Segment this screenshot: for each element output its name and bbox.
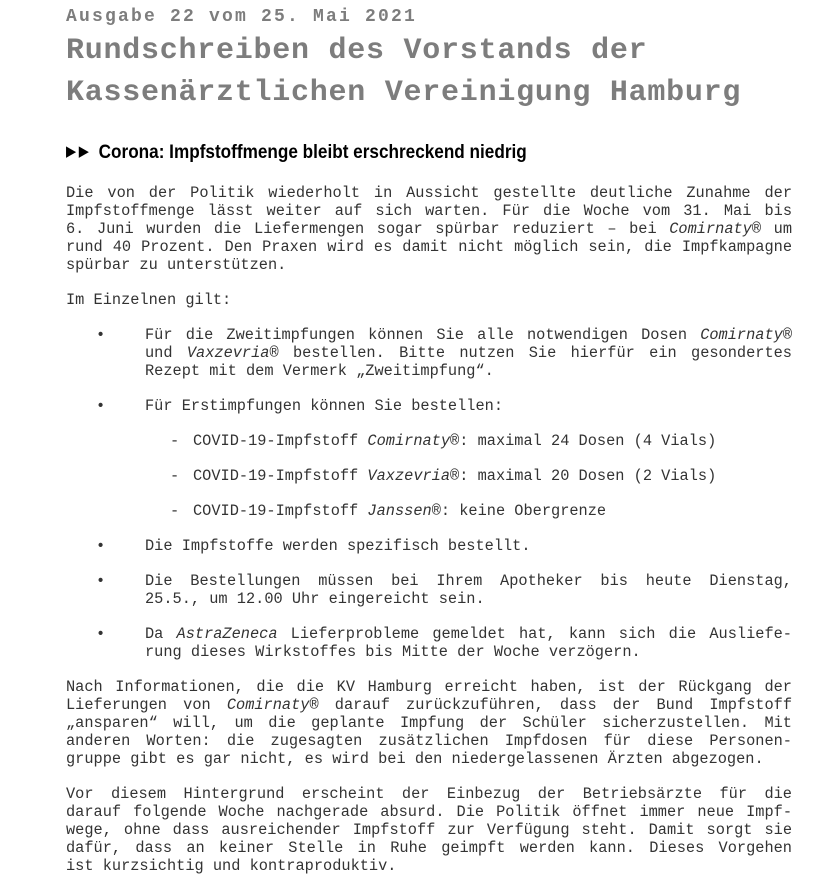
dash-item [66,502,792,520]
text-line: dafür, dass an keiner Stelle in Ruhe geimpft werden kann. Dieses Vorgehen [66,839,792,857]
title-line-1: Rundschreiben des Vorstands der [66,34,648,68]
bullet-icon: • [96,326,106,344]
list-intro-label [66,291,792,309]
section-heading [66,141,705,163]
text-line: COVID-19-Impfstoff Vaxzevria®: maximal 20 Dosen (2 Vials) [193,467,717,485]
bullet-item [66,625,792,661]
bullet-icon: • [96,572,106,590]
bullet-icon: • [96,625,106,643]
text-line: ist kurzsichtig und kontraproduktiv. [66,857,397,875]
text-line: „ansparen“ will, um die geplante Impfung der Schüler sicherzustellen. Mit [66,714,792,732]
newsletter-title [66,30,792,114]
arrow-right-icon: ▶ [66,143,77,160]
dash-icon: - [170,502,180,520]
text-line: Da AstraZeneca Lieferprobleme gemeldet hat, kann sich die Ausliefe- [145,625,792,643]
title-line-2: Kassenärztlichen Vereinigung Hamburg [66,76,742,110]
text-line: spürbar zu unterstützen. [66,256,287,274]
arrow-right-icon: ▶ [78,143,89,160]
text-line: Rezept mit dem Vermerk „Zweitimpfung“. [145,362,494,380]
dash-icon: - [170,432,180,450]
bullet-item [66,537,792,555]
text-line: COVID-19-Impfstoff Janssen®: keine Obergrenze [193,502,607,520]
text-line: rung dieses Wirkstoffes bis Mitte der Woche verzögern. [145,643,641,661]
bullet-icon: • [96,537,106,555]
text-line: Vor diesem Hintergrund erscheint der Einbezug der Betriebsärzte für die [66,785,792,803]
text-line: Für Erstimpfungen können Sie bestellen: [145,397,504,415]
dash-icon: - [170,467,180,485]
text-line: darauf folgende Woche nachgerade absurd. Die Politik öffnet immer neue Impf- [66,803,792,821]
article-body [66,184,792,875]
text-line: Die Impfstoffe werden spezifisch bestellt. [145,537,531,555]
text-line: Für die Zweitimpfungen können Sie alle notwendigen Dosen Comirnaty® [145,326,792,344]
bullet-item [66,572,792,608]
text-line: wege, ohne dass ausreichender Impfstoff zur Verfügung steht. Damit sorgt sie [66,821,792,839]
paragraph [66,184,792,274]
section-heading-text: Corona: Impfstoffmenge bleibt erschreckend niedrig [98,141,527,163]
bullet-icon: • [96,397,106,415]
bullet-item [66,326,792,380]
dash-item [66,432,792,450]
paragraph [66,678,792,768]
text-line: Im Einzelnen gilt: [66,291,232,309]
text-line: anderen Worten: die zugesagten zusätzlichen Impfdosen für diese Personen- [66,732,792,750]
text-line: 25.5., um 12.00 Uhr eingereicht sein. [145,590,485,608]
issue-line: Ausgabe 22 vom 25. Mai 2021 [66,7,418,27]
text-line: Impfstoffmenge lässt weiter auf sich warten. Für die Woche vom 31. Mai bis [66,202,792,220]
text-line: Nach Informationen, die die KV Hamburg erreicht haben, ist der Rückgang der [66,678,792,696]
dash-item [66,467,792,485]
text-line: 6. Juni wurden die Liefermengen sogar spürbar reduziert – bei Comirnaty® um [66,220,793,238]
text-line: Die von der Politik wiederholt in Aussicht gestellte deutliche Zunahme der [66,184,792,202]
text-line: und Vaxzevria® bestellen. Bitte nutzen Sie hierfür ein gesondertes [145,344,792,362]
text-line: gruppe gibt es gar nicht, es wird bei den niedergelassenen Ärzten abgezogen. [66,750,764,768]
bullet-item [66,397,792,415]
text-line: Die Bestellungen müssen bei Ihrem Apotheker bis heute Dienstag, [145,572,792,590]
text-line: rund 40 Prozent. Den Praxen wird es damit nicht möglich sein, die Impfkampagne [66,238,792,256]
paragraph [66,785,792,875]
text-line: Lieferungen von Comirnaty® darauf zurückzuführen, dass der Bund Impfstoff [66,696,792,714]
text-line: COVID-19-Impfstoff Comirnaty®: maximal 24 Dosen (4 Vials) [193,432,717,450]
